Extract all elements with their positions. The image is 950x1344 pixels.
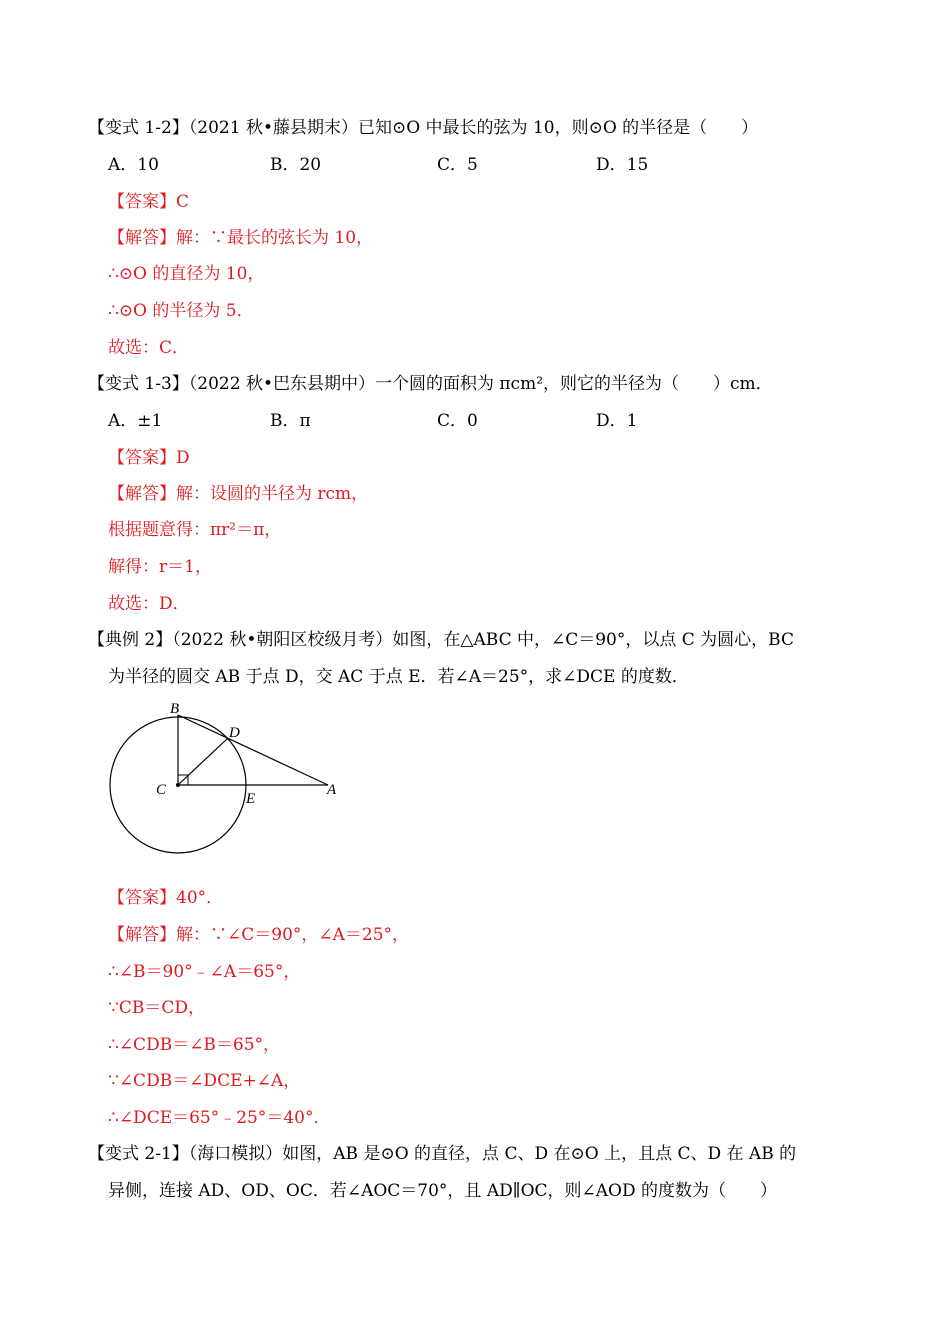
q3-answer: 【答案】40°． (108, 888, 224, 908)
q2-solution-line: 根据题意得：πr²＝π， (108, 520, 282, 540)
q2-option-c: C．0 (437, 411, 478, 431)
q1-solution-line: ∴⊙O 的直径为 10， (108, 264, 265, 284)
label-e: E (246, 791, 256, 807)
q3-solution-line: ∴∠DCE＝65°﹣25°＝40°． (108, 1108, 331, 1128)
q3-solution-line: 【解答】解：∵∠C＝90°，∠A＝25°， (108, 925, 410, 945)
q1-solution-line: ∴⊙O 的半径为 5． (108, 301, 254, 321)
q3-solution-line: ∴∠B＝90°﹣∠A＝65°， (108, 962, 301, 982)
label-c: C (156, 782, 167, 798)
geometry-figure (100, 694, 350, 864)
question-4-stem-line: 异侧，连接 AD、OD、OC．若∠AOC＝70°，且 AD∥OC，则∠AOD 的度数为（ ） (108, 1181, 778, 1201)
question-3-stem-line: 【典例 2】（2022 秋•朝阳区校级月考）如图，在△ABC 中，∠C＝90°，以点 C 为圆心，BC (88, 630, 794, 650)
q1-option-a: A．10 (108, 155, 159, 175)
label-b: B (170, 701, 180, 717)
q1-solution-line: 【解答】解：∵最长的弦长为 10， (108, 228, 374, 248)
q2-option-b: B．π (270, 411, 311, 431)
q2-answer: 【答案】D (108, 448, 190, 468)
question-4-stem-line: 【变式 2-1】（海口模拟）如图，AB 是⊙O 的直径，点 C、D 在⊙O 上，且点 C、D 在 AB 的 (88, 1144, 797, 1164)
label-d: D (229, 725, 240, 741)
q2-solution-line: 【解答】解：设圆的半径为 rcm， (108, 484, 369, 504)
q1-answer: 【答案】C (108, 192, 190, 212)
question-2-stem: 【变式 1-3】（2022 秋•巴东县期中）一个圆的面积为 πcm²，则它的半径为（ ）cm． (88, 374, 773, 394)
q3-solution-line: ∵CB＝CD， (108, 998, 205, 1018)
q3-solution-line: ∴∠CDB＝∠B＝65°， (108, 1035, 281, 1055)
question-1-stem: 【变式 1-2】（2021 秋•藤县期末）已知⊙O 中最长的弦为 10，则⊙O 的半径是（ ） (88, 118, 759, 138)
q2-option-d: D．1 (596, 411, 638, 431)
label-a: A (327, 782, 337, 798)
q1-option-b: B．20 (270, 155, 322, 175)
question-3-stem-line: 为半径的圆交 AB 于点 D，交 AC 于点 E．若∠A＝25°，求∠DCE 的度数． (108, 667, 689, 687)
q3-solution-line: ∵∠CDB＝∠DCE+∠A， (108, 1071, 301, 1091)
q2-solution-line: 解得：r＝1， (108, 557, 212, 577)
segment-cd (178, 738, 228, 785)
center-point-c (176, 783, 180, 787)
q1-option-c: C．5 (437, 155, 478, 175)
q1-solution-line: 故选：C． (108, 338, 190, 358)
q2-solution-line: 故选：D． (108, 594, 190, 614)
segment-ba (178, 715, 328, 785)
q1-option-d: D．15 (596, 155, 649, 175)
q2-option-a: A．±1 (108, 411, 163, 431)
